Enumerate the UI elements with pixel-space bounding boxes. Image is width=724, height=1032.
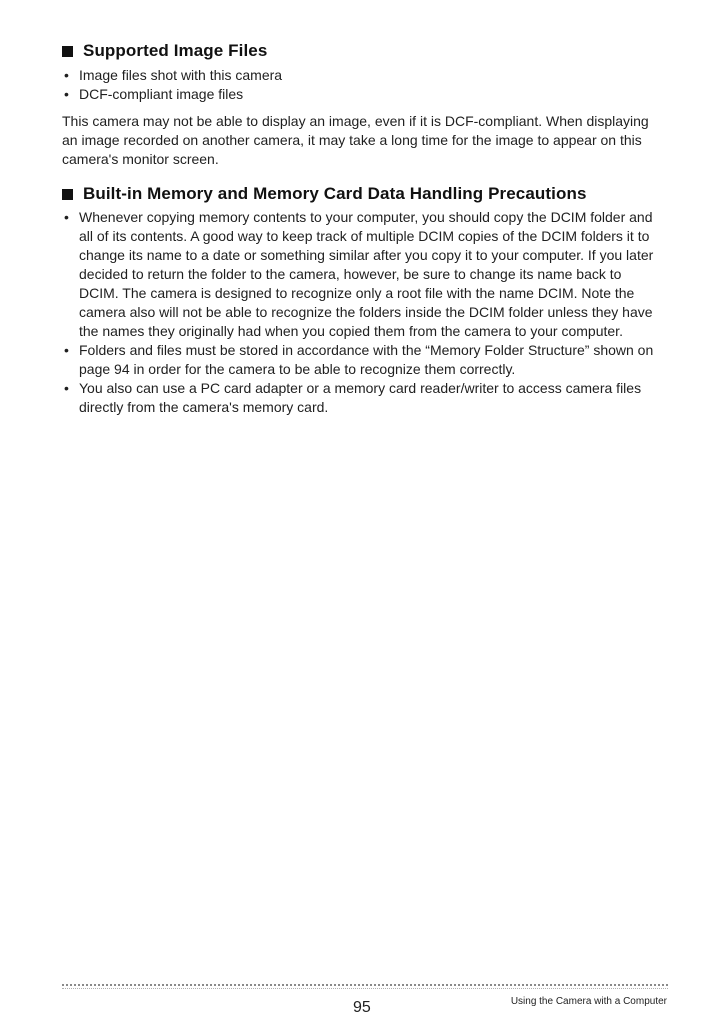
heading-square-icon <box>62 46 73 57</box>
supported-files-list <box>62 66 662 104</box>
heading-square-icon <box>62 189 73 200</box>
bullet-icon: • <box>64 67 69 83</box>
section-heading-memory-precautions <box>62 184 587 204</box>
section-heading-text: Built-in Memory and Memory Card Data Handling Precautions <box>83 184 587 203</box>
list-item-text: DCF-compliant image files <box>79 86 244 102</box>
section-heading-supported-image-files <box>62 41 267 61</box>
list-item-text: Whenever copying memory contents to your computer, you should copy the DCIM folder and all of its contents. A good way to keep track of multiple DCIM copies of the DCIM folders it to change its name to a date or something similar after you copy it to your computer. If you later decided to return the folder to the camera, however, be sure to change its name back to DCIM. The camera is designed to recognize only a root file with the name DCIM. Note the camera also will not be able to recognize the folders inside the DCIM folder unless they have the names they originally had when you copied them from the camera to your computer. <box>79 209 654 339</box>
footer-section-title: Using the Camera with a Computer <box>510 996 667 1007</box>
bullet-icon: • <box>64 380 69 396</box>
footer-divider-secondary <box>62 988 668 989</box>
page-number: 95 <box>353 999 371 1016</box>
bullet-icon: • <box>64 86 69 102</box>
list-item <box>62 379 662 417</box>
memory-precautions-list <box>62 208 662 417</box>
dcf-compatibility-note: This camera may not be able to display an image, even if it is DCF-compliant. When displaying an image recorded on another camera, it may take a long time for the image to appear on this camera's monitor screen. <box>62 113 649 167</box>
list-item <box>62 341 662 379</box>
list-item <box>62 85 662 104</box>
footer-divider <box>62 984 668 986</box>
list-item-text: Image files shot with this camera <box>79 67 283 83</box>
bullet-icon: • <box>64 342 69 358</box>
list-item <box>62 66 662 85</box>
list-item-text: Folders and files must be stored in accordance with the “Memory Folder Structure” shown on page 94 in order for the camera to be able to recognize them correctly. <box>79 342 654 377</box>
list-item <box>62 208 662 341</box>
section-heading-text: Supported Image Files <box>83 41 268 60</box>
bullet-icon: • <box>64 209 69 225</box>
list-item-text: You also can use a PC card adapter or a memory card reader/writer to access camera files directly from the camera's memory card. <box>79 380 642 415</box>
